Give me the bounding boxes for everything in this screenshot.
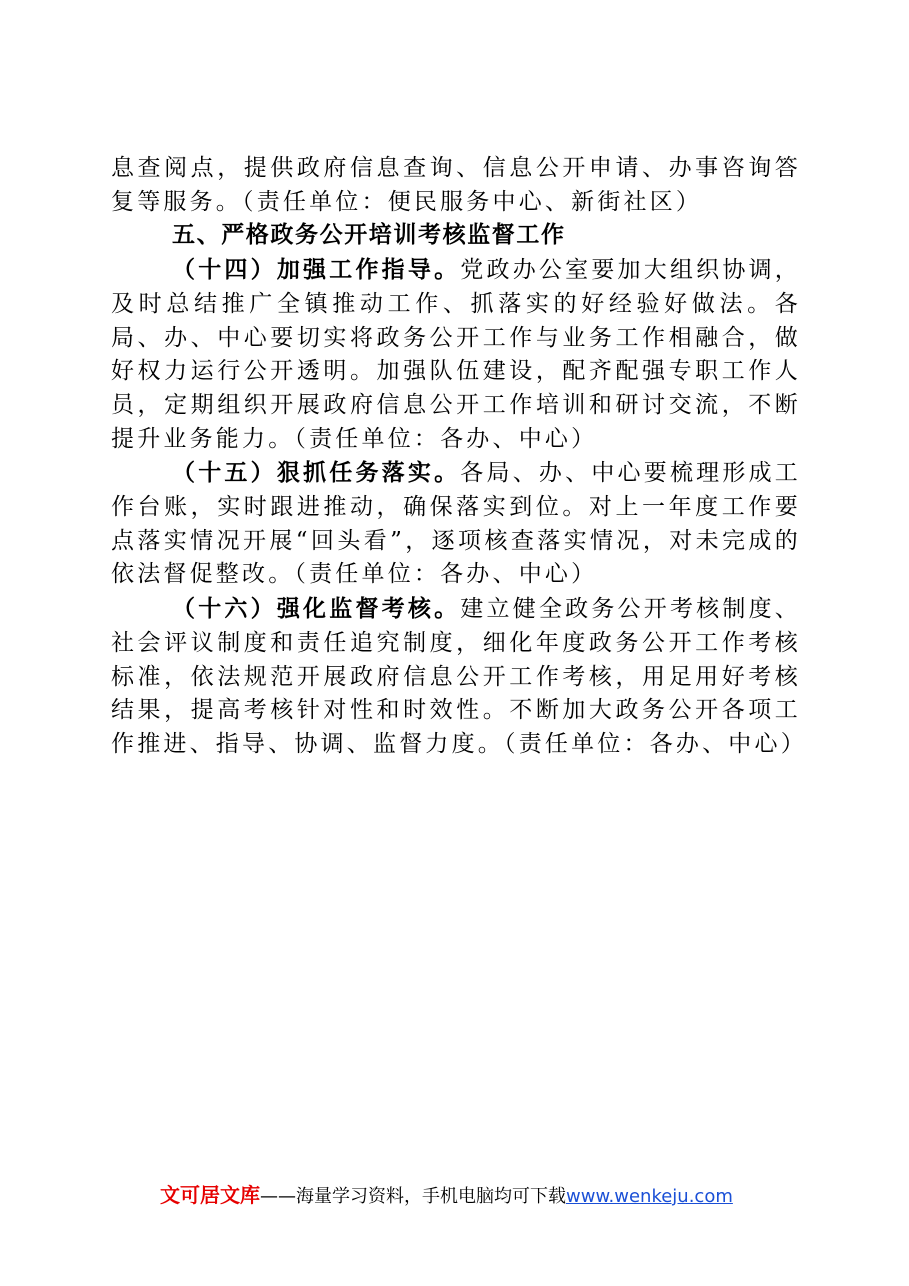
- footer-brand: 文可居文库: [160, 1183, 260, 1207]
- continued-paragraph: 息查阅点，提供政府信息查询、信息公开申请、办事咨询答复等服务。（责任单位：便民服务中心、新街社区）: [111, 155, 801, 215]
- item-body-14: 党政办公室要加大组织协调，及时总结推广全镇推动工作、抓落实的好经验好做法。各局、办、中心要切实将政务公开工作与业务工作相融合，做好权力运行公开透明。加强队伍建设，配齐配强专职工作人员，定期组织开展政府信息公开工作培训和研讨交流，不断提升业务能力。（责任单位：各办、中心）: [111, 257, 801, 452]
- document-body: [111, 152, 807, 762]
- footer-tagline: ——海量学习资料，手机电脑均可下载: [260, 1186, 566, 1207]
- item-body-16: 建立健全政务公开考核制度、社会评议制度和责任追究制度，细化年度政务公开工作考核标准，依法规范开展政府信息公开工作考核，用足用好考核结果，提高考核针对性和时效性。不断加大政务公开各项工作推进、指导、协调、监督力度。（责任单位：各办、中心）: [111, 596, 807, 757]
- item-paragraph-14: [111, 253, 801, 456]
- item-paragraph-16: [111, 592, 807, 762]
- section-heading: 五、严格政务公开培训考核监督工作: [172, 222, 566, 249]
- footer-site-link[interactable]: www.wenkeju.com: [566, 1186, 733, 1207]
- item-lead-14: （十四）加强工作指导。: [172, 256, 461, 284]
- item-lead-16: （十六）强化监督考核。: [172, 595, 461, 623]
- item-body-15: 各局、办、中心要梳理形成工作台账，实时跟进推动，确保落实到位。对上一年度工作要点落实情况开展“回头看”，逐项核查落实情况，对未完成的依法督促整改。（责任单位：各办、中心）: [111, 460, 801, 588]
- item-lead-15: （十五）狠抓任务落实。: [172, 459, 461, 487]
- item-paragraph-15: [111, 456, 801, 592]
- footer-banner: [160, 1182, 800, 1210]
